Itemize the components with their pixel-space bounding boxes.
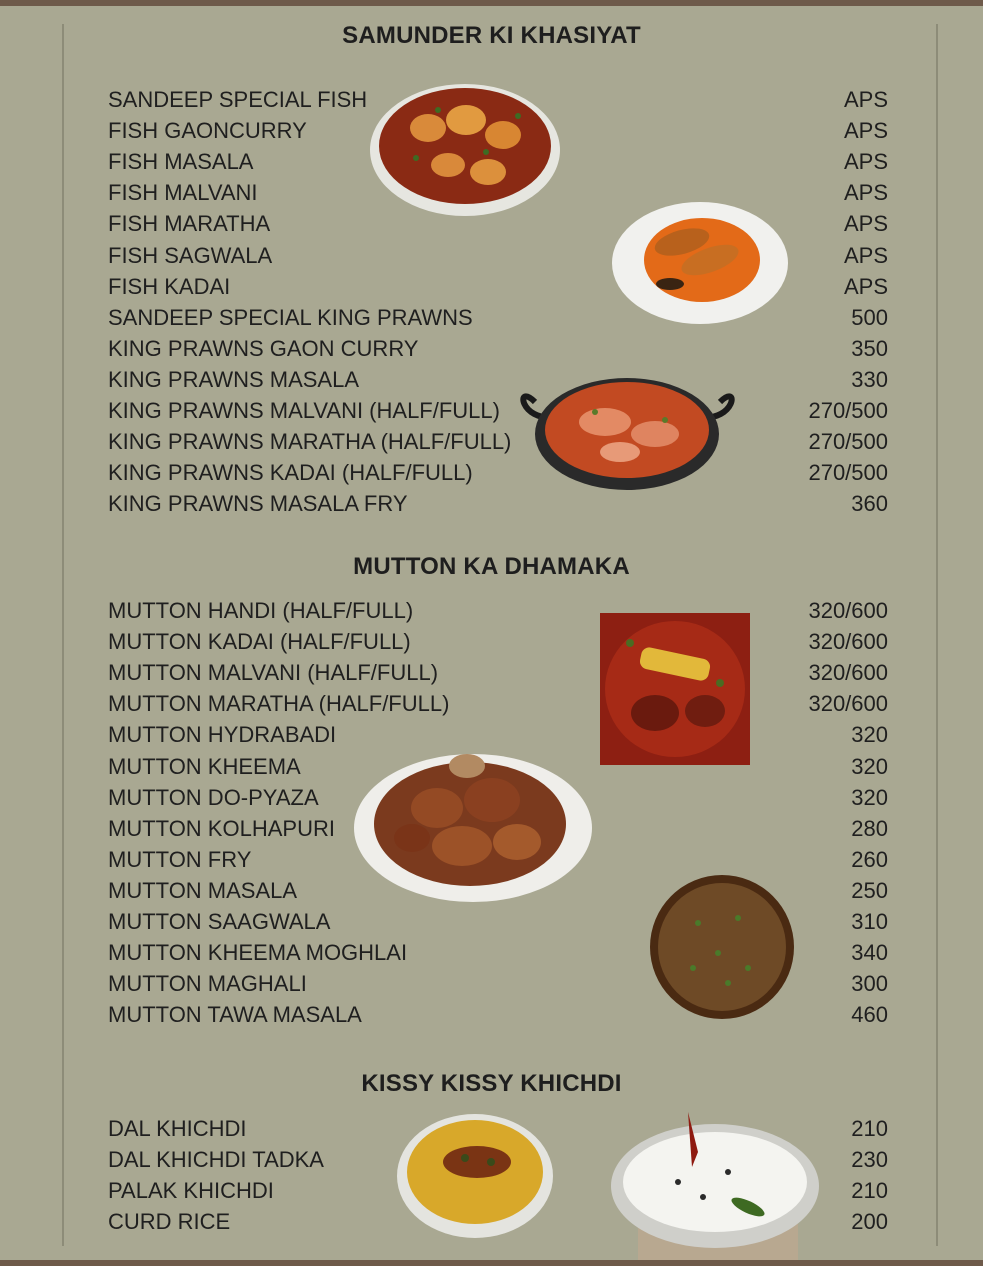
menu-item-name: FISH GAONCURRY xyxy=(108,118,307,144)
menu-item-price: 300 xyxy=(851,971,888,997)
menu-item-name: FISH KADAI xyxy=(108,273,231,299)
menu-item xyxy=(0,721,983,749)
menu-item-price: 230 xyxy=(851,1147,888,1172)
menu-item-name: KING PRAWNS MASALA xyxy=(108,366,360,392)
menu-item-name: PALAK KHICHDI xyxy=(108,1178,274,1203)
menu-item xyxy=(0,397,983,425)
menu-item xyxy=(0,117,983,145)
menu-item xyxy=(0,877,983,905)
menu-item-price: 320 xyxy=(851,753,888,779)
menu-item xyxy=(0,1146,983,1174)
menu-item-name: MUTTON KADAI (HALF/FULL) xyxy=(108,629,411,655)
menu-item xyxy=(0,242,983,270)
menu-item-name: MUTTON MAGHALI xyxy=(108,971,307,997)
menu-item-price: 320 xyxy=(851,784,888,810)
menu-item xyxy=(0,659,983,687)
menu-item-price: 320 xyxy=(851,722,888,748)
menu-item xyxy=(0,179,983,207)
menu-item-price: 260 xyxy=(851,846,888,872)
menu-item-price: APS xyxy=(843,87,888,112)
menu-item-price: 320/600 xyxy=(808,691,888,717)
menu-item-price: 310 xyxy=(851,909,888,934)
menu-item xyxy=(0,815,983,843)
menu-item xyxy=(0,628,983,656)
menu-item xyxy=(0,304,983,332)
menu-item-price: 350 xyxy=(851,335,888,361)
bottom-border xyxy=(0,1260,983,1266)
menu-item xyxy=(0,366,983,394)
section-title-mutton: MUTTON KA DHAMAKA xyxy=(353,553,630,580)
menu-item-price: APS xyxy=(843,118,888,144)
menu-item-price: 340 xyxy=(851,940,888,966)
menu-item xyxy=(0,690,983,718)
menu-item-name: SANDEEP SPECIAL FISH xyxy=(108,87,368,112)
menu-item xyxy=(0,784,983,812)
section-title-khichdi: KISSY KISSY KHICHDI xyxy=(361,1070,622,1097)
menu-item xyxy=(0,335,983,363)
menu-item-name: MUTTON MASALA xyxy=(108,877,298,903)
menu-item-name: KING PRAWNS GAON CURRY xyxy=(108,335,419,361)
menu-item xyxy=(0,597,983,625)
menu-item-price: 460 xyxy=(851,1002,888,1028)
menu-item xyxy=(0,753,983,781)
menu-item-price: APS xyxy=(843,211,888,237)
menu-item-price: 280 xyxy=(851,815,888,841)
menu-item xyxy=(0,939,983,967)
menu-item xyxy=(0,846,983,874)
menu-item xyxy=(0,1208,983,1236)
menu-item-price: 200 xyxy=(851,1209,888,1234)
menu-item-name: KING PRAWNS MALVANI (HALF/FULL) xyxy=(108,398,500,423)
menu-item-price: 270/500 xyxy=(808,460,888,486)
menu-item-price: 320/600 xyxy=(808,660,888,686)
menu-item-name: MUTTON FRY xyxy=(108,846,252,872)
menu-item-price: 250 xyxy=(851,877,888,903)
menu-item-name: KING PRAWNS KADAI (HALF/FULL) xyxy=(108,460,473,486)
menu-item-name: MUTTON KHEEMA MOGHLAI xyxy=(108,940,408,966)
menu-item-name: MUTTON MALVANI (HALF/FULL) xyxy=(108,660,439,686)
menu-item-name: FISH MASALA xyxy=(108,149,254,175)
menu-item xyxy=(0,210,983,238)
menu-item xyxy=(0,1001,983,1029)
menu-item-name: KING PRAWNS MASALA FRY xyxy=(108,491,408,517)
menu-item-name: MUTTON MARATHA (HALF/FULL) xyxy=(108,691,450,717)
menu-item xyxy=(0,1177,983,1205)
menu-item-price: APS xyxy=(843,149,888,175)
menu-item-name: MUTTON SAAGWALA xyxy=(108,909,331,934)
menu-item-price: 210 xyxy=(851,1178,888,1203)
menu-item-name: MUTTON KOLHAPURI xyxy=(108,815,335,841)
menu-item-name: CURD RICE xyxy=(108,1209,231,1234)
menu-item xyxy=(0,273,983,301)
menu-item xyxy=(0,970,983,998)
menu-item-price: 320/600 xyxy=(808,629,888,655)
menu-item-price: 270/500 xyxy=(808,429,888,455)
menu-item-price: 360 xyxy=(851,491,888,517)
menu-item-name: MUTTON HANDI (HALF/FULL) xyxy=(108,598,414,623)
menu-item xyxy=(0,148,983,176)
menu-item-price: APS xyxy=(843,180,888,206)
menu-item-price: APS xyxy=(843,273,888,299)
menu-item-price: 330 xyxy=(851,366,888,392)
menu-item-price: 210 xyxy=(851,1116,888,1141)
menu-item-price: APS xyxy=(843,242,888,268)
top-border xyxy=(0,0,983,6)
menu-item-name: KING PRAWNS MARATHA (HALF/FULL) xyxy=(108,429,512,455)
menu-item-price: 270/500 xyxy=(808,398,888,423)
menu-item-name: MUTTON TAWA MASALA xyxy=(108,1002,362,1028)
menu-item xyxy=(0,428,983,456)
menu-item-name: FISH SAGWALA xyxy=(108,242,273,268)
menu-item-name: SANDEEP SPECIAL KING PRAWNS xyxy=(108,304,473,330)
menu-item xyxy=(0,1115,983,1143)
menu-item-name: MUTTON KHEEMA xyxy=(108,753,301,779)
menu-item xyxy=(0,86,983,114)
menu-item-name: MUTTON DO-PYAZA xyxy=(108,784,319,810)
menu-item-price: 320/600 xyxy=(808,598,888,623)
menu-item xyxy=(0,908,983,936)
menu-item-name: DAL KHICHDI xyxy=(108,1116,247,1141)
menu-item xyxy=(0,490,983,518)
menu-item xyxy=(0,459,983,487)
menu-item-name: FISH MARATHA xyxy=(108,211,271,237)
menu-item-name: FISH MALVANI xyxy=(108,180,258,206)
section-title-seafood: SAMUNDER KI KHASIYAT xyxy=(342,22,641,49)
menu-item-price: 500 xyxy=(851,304,888,330)
menu-item-name: DAL KHICHDI TADKA xyxy=(108,1147,324,1172)
menu-item-name: MUTTON HYDRABADI xyxy=(108,722,337,748)
